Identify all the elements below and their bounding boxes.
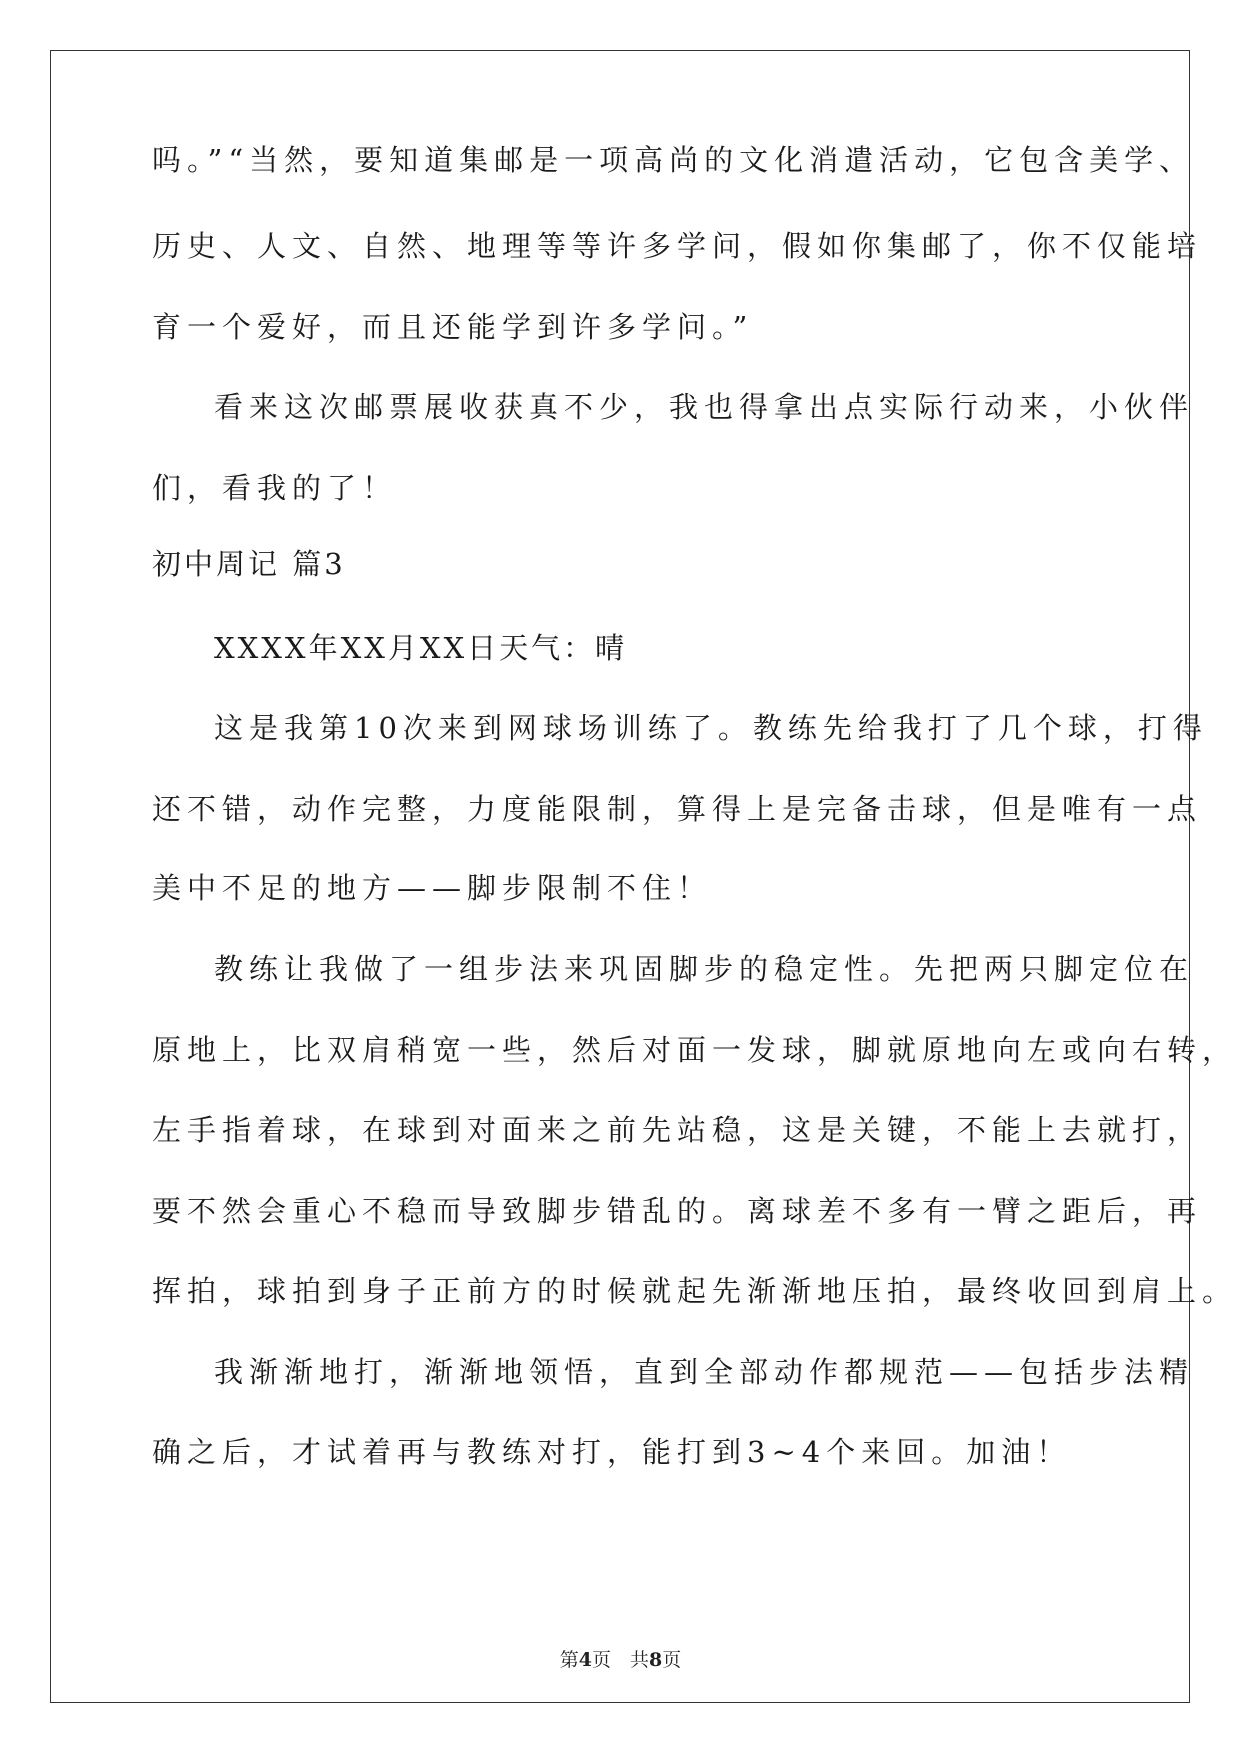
footer-prefix: 第: [559, 1649, 579, 1671]
footer-middle: 页 共: [591, 1649, 649, 1671]
footer-suffix: 页: [662, 1649, 682, 1671]
text-line: 吗。”“当然，要知道集邮是一项高尚的文化消遣活动，它包含美学、: [152, 143, 1195, 177]
current-page-number: 4: [578, 1649, 592, 1671]
date-weather-line: XXXX年XX月XX日天气：晴: [214, 631, 628, 665]
text-line: 们，看我的了！: [152, 471, 398, 505]
text-line: 原地上，比双肩稍宽一些，然后对面一发球，脚就原地向左或向右转，: [152, 1033, 1238, 1067]
paragraph-start: 这是我第10次来到网球场训练了。教练先给我打了几个球，打得: [214, 711, 1208, 745]
page-footer: [0, 1645, 1241, 1672]
text-line: 要不然会重心不稳而导致脚步错乱的。离球差不多有一臂之距后，再: [152, 1194, 1203, 1228]
text-line: 历史、人文、自然、地理等等许多学问，假如你集邮了，你不仅能培: [152, 229, 1203, 263]
paragraph-start: 教练让我做了一组步法来巩固脚步的稳定性。先把两只脚定位在: [214, 952, 1195, 986]
paragraph-start: 看来这次邮票展收获真不少，我也得拿出点实际行动来，小伙伴: [214, 390, 1195, 424]
text-line: 挥拍，球拍到身子正前方的时候就起先渐渐地压拍，最终收回到肩上。: [152, 1274, 1238, 1308]
text-line: 美中不足的地方——脚步限制不住！: [152, 871, 713, 905]
text-line: 育一个爱好，而且还能学到许多学问。”: [152, 310, 754, 344]
text-line: 还不错，动作完整，力度能限制，算得上是完备击球，但是唯有一点: [152, 792, 1203, 826]
text-line: 确之后，才试着再与教练对打，能打到3~4个来回。加油！: [152, 1435, 1072, 1469]
paragraph-start: 我渐渐地打，渐渐地领悟，直到全部动作都规范——包括步法精: [214, 1355, 1195, 1389]
text-line: 左手指着球，在球到对面来之前先站稳，这是关键，不能上去就打，: [152, 1113, 1203, 1147]
total-page-number: 8: [649, 1649, 663, 1671]
section-heading: 初中周记 篇3: [152, 547, 346, 581]
